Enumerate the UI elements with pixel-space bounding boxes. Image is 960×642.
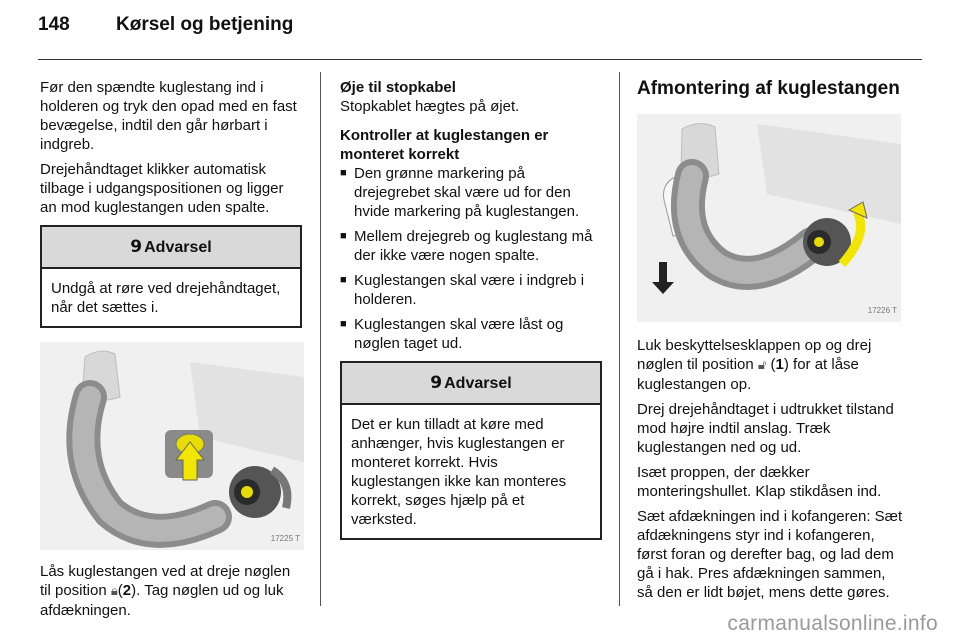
warning-box [40, 225, 302, 328]
figure-code: 17226 T [867, 306, 897, 315]
list-item: ■ Den grønne markering på drejegrebet skal være ud for den hvide markering på kuglestangen. [340, 165, 580, 220]
paragraph: Sæt afdækningen ind i kofangeren: Sæt afdækningens styr ind i kofangeren, først foran og derefter bag, og lad dem gå i hak. Pres afdækningen sammen, så den er lidt bøjet, mens dette gøres. [637, 508, 903, 601]
page-header [38, 14, 293, 36]
watermark: carmanualsonline.info [727, 612, 938, 635]
column-2 [340, 78, 602, 540]
page-number: 148 [38, 14, 70, 35]
bullet-icon: ■ [340, 318, 347, 330]
warning-header [42, 227, 300, 269]
list-item: ■ Kuglestangen skal være låst og nøglen taget ud. [340, 316, 564, 352]
tow-bar-removal-illustration [637, 114, 901, 322]
bullet-icon: ■ [340, 230, 347, 242]
paragraph: Drejehåndtaget klikker automatisk tilbage i udgangspositionen og ligger an mod kuglestangen uden spalte. [40, 161, 284, 216]
page-title: Kørsel og betjening [116, 14, 294, 35]
section-heading: Kontroller at kuglestangen er monteret korrekt [340, 127, 549, 163]
column-1 [40, 78, 302, 626]
column-3 [637, 78, 905, 608]
section-heading: Øje til stopkabel [340, 79, 456, 96]
bullet-icon: ■ [340, 274, 347, 286]
lock-closed-icon: 🔒︎ [110, 584, 118, 599]
tow-bar-removal-drawing [637, 114, 901, 322]
checklist [340, 164, 602, 353]
section-heading: Afmontering af kuglestangen [637, 78, 900, 99]
warning-title: Advarsel [144, 238, 212, 256]
paragraph: Luk beskyttelsesklappen op og drej nøglen til position 🔓︎ (1) for at låse kuglestangen op. [637, 337, 872, 393]
paragraph: Drej drejehåndtaget i udtrukket tilstand mod højre indtil anslag. Træk kuglestangen ned og ud. [637, 401, 894, 456]
warning-header [342, 363, 600, 405]
figure-code: 17225 T [270, 534, 300, 543]
warning-box [340, 361, 602, 540]
list-item: ■ Kuglestangen skal være i indgreb i holderen. [340, 272, 585, 308]
list-item: ■ Mellem drejegreb og kuglestang må der ikke være nogen spalte. [340, 228, 593, 264]
figure-caption: Lås kuglestangen ved at dreje nøglen til position 🔒︎(2). Tag nøglen ud og luk afdækningen. [40, 563, 291, 619]
warning-text: Undgå at røre ved drejehåndtaget, når det sættes i. [51, 280, 281, 316]
bullet-icon: ■ [340, 167, 347, 179]
paragraph: Isæt proppen, der dækker monteringshullet. Klap stikdåsen ind. [637, 464, 882, 500]
paragraph: Før den spændte kuglestang ind i holderen og tryk den opad med en fast bevægelse, indtil den går hørbart i indgreb. [40, 79, 297, 153]
column-divider-1 [320, 72, 321, 606]
warning-icon: 9 [130, 236, 143, 257]
tow-bar-lock-drawing [40, 342, 304, 550]
column-divider-2 [619, 72, 620, 606]
lock-open-icon: 🔓︎ [757, 358, 767, 373]
tow-bar-lock-illustration [40, 342, 304, 550]
warning-title: Advarsel [444, 374, 512, 392]
paragraph: Stopkablet hægtes på øjet. [340, 98, 520, 115]
warning-text: Det er kun tilladt at køre med anhænger, hvis kuglestangen er monteret korrekt. Hvis kuglestangen ikke kan monteres korrekt, søges hjælp på et værksted. [351, 416, 567, 528]
warning-icon: 9 [430, 372, 443, 393]
header-rule [38, 59, 922, 60]
